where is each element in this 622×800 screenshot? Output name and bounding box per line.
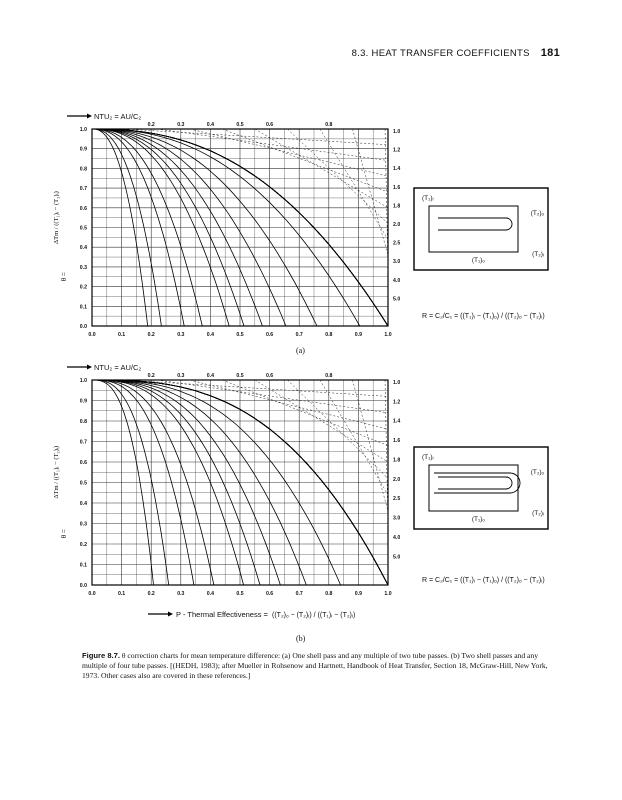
chart-b-r-tick: 1.4 (393, 418, 401, 425)
chart-b-diagram-tube (438, 477, 512, 489)
chart-a-r-tick: 1.0 (393, 129, 401, 135)
chart-a-x-tick: 1.0 (384, 332, 392, 338)
chart-a-y-label: θ = (60, 272, 68, 282)
chart-b-x-tick: 1.0 (384, 591, 392, 597)
chart-a-r-tick: 1.2 (393, 147, 401, 154)
chart-a-y-tick: 1.0 (79, 127, 87, 133)
caption-label: Figure 8.7. (82, 651, 120, 660)
chart-b-ntu-line (352, 380, 388, 511)
chart-a-top-tick: 0.5 (236, 122, 244, 128)
chart-b-y-tick: 0.0 (79, 583, 87, 589)
chart-a-top-tick: 0.3 (177, 122, 185, 128)
chart-b-x-tick: 0.4 (206, 591, 215, 597)
chart-b-x-tick: 0.5 (236, 591, 244, 597)
chart-b-top-tick: 0.3 (177, 373, 185, 379)
chart-b-y-tick: 0.9 (79, 398, 87, 405)
chart-b-r-tick: 5.0 (393, 554, 401, 561)
chart-a-ntu-line (287, 129, 388, 224)
chart-a-ntu-line (320, 129, 388, 239)
chart-b-r-tick: 1.8 (393, 457, 401, 464)
chart-a-y-tick: 0.1 (79, 304, 87, 311)
chart-b-y-tick: 1.0 (79, 378, 87, 384)
chart-a-ntu-line (352, 129, 388, 255)
chart-a-r-tick: 1.6 (393, 184, 401, 191)
chart-a-ntu-line (157, 129, 388, 161)
chart-a-x-tick: 0.8 (325, 332, 333, 338)
chart-a-x-tick: 0.0 (88, 332, 96, 338)
chart-b-y-tick: 0.5 (79, 480, 87, 487)
chart-a-y-tick: 0.4 (79, 245, 87, 252)
chart-a-top-tick: 0.2 (147, 122, 155, 128)
chart-a-plot (67, 114, 548, 327)
chart-a-x-tick: 0.2 (147, 332, 155, 338)
chart-b-top-tick: 0.6 (265, 373, 274, 379)
chart-a-top-tick: 0.8 (325, 122, 333, 128)
chart-b-y-tick: 0.6 (79, 460, 87, 466)
chart-a-diagram-label-t1i: (T₁)ᵢ (422, 195, 434, 202)
chart-b-y-label: θ = (60, 529, 68, 539)
chart-a-y-tick: 0.9 (79, 146, 87, 153)
chart-b-r-tick: 1.0 (393, 380, 401, 386)
chart-b-ntu-arrowhead (87, 365, 92, 370)
caption-text: θ correction charts for mean temperature difference: (a) One shell pass and any multiple of two tube passes. (b) Two shell passes and any multiple of four tube passes. [(HEDH, 1983); after Mueller in Rohsenow and Hartnett, Handbook of Heat Transfer, Section 18, McGraw-Hill, New York, 1973. Other cases also are covered in these references.] (82, 651, 548, 680)
chart-b-diagram-label-t1o: (T₁)ₒ (471, 516, 485, 523)
chart-a-x-tick: 0.9 (354, 332, 363, 338)
chart-b-y-tick: 0.3 (79, 521, 87, 528)
chart-b-diagram-tube-2 (434, 473, 520, 493)
chart-a-y-tick: 0.3 (79, 264, 87, 271)
chart-a-r-tick: 3.0 (393, 259, 401, 266)
chart-b-r-tick: 1.2 (393, 399, 401, 406)
chart-b-x-formula: ((T₂)ₒ − (T₂)ᵢ) / ((T₁)ᵢ − (T₂)ᵢ) (272, 612, 356, 619)
chart-b-x-tick: 0.3 (177, 591, 185, 597)
chart-b-ntu-line (287, 380, 388, 478)
chart-b-x-label: P - Thermal Effectiveness = (176, 610, 268, 619)
chart-b-ntu-line (157, 380, 388, 413)
chart-b-ntu-line (320, 380, 388, 495)
chart-a-x-tick: 0.3 (177, 332, 185, 338)
chart-a-y-tick: 0.7 (79, 186, 87, 193)
chart-b-plot (67, 365, 548, 586)
chart-b-ntu-label: NTU₂ = AU/C₂ (94, 363, 142, 372)
chart-b-x-tick: 0.7 (295, 591, 303, 597)
chart-a-x-tick: 0.5 (236, 332, 244, 338)
chart-b-x-tick: 0.1 (117, 591, 126, 597)
chart-a-y-label-formula: ΔTm / ((T₁)ᵢ − (T₂)ᵢ) (53, 191, 60, 245)
chart-b-y-tick: 0.7 (79, 439, 87, 446)
chart-a-x-tick: 0.6 (265, 332, 274, 338)
chart-a-y-tick: 0.5 (79, 225, 87, 232)
chart-b-x-tick: 0.2 (147, 591, 155, 597)
chart-a-diagram-tube (438, 218, 512, 230)
chart-b-x-tick: 0.6 (265, 591, 274, 597)
chart-a-x-tick: 0.1 (117, 332, 126, 338)
chart-a-sublabel: (a) (296, 346, 305, 355)
chart-b-r-tick: 4.0 (393, 534, 401, 541)
figure-caption (82, 651, 552, 681)
chart-b-r-tick: 2.0 (393, 476, 401, 483)
chart-a-r-tick: 2.0 (393, 222, 401, 229)
chart-a-diagram-label-t2o: (T₂)ₒ (530, 210, 544, 217)
chart-b-y-tick: 0.2 (79, 542, 87, 548)
chart-a-diagram-shell (429, 206, 518, 252)
chart-a-diagram-label-t2i: (T₂)ᵢ (532, 251, 544, 258)
chart-b-y-tick: 0.4 (79, 501, 87, 507)
chart-b-sublabel: (b) (296, 634, 306, 643)
chart-a-r-tick: 1.8 (393, 203, 401, 210)
chart-a-top-tick: 0.4 (206, 122, 215, 128)
chart-b-top-tick: 0.5 (236, 373, 244, 379)
chart-a-r-tick: 2.5 (393, 240, 401, 247)
chart-a-x-tick: 0.7 (295, 332, 303, 338)
chart-b-top-tick: 0.8 (325, 373, 333, 379)
chart-b-y-tick: 0.1 (79, 562, 87, 569)
chart-a-diagram-label-t1o: (T₁)ₒ (471, 257, 485, 264)
chart-a-top-tick: 0.6 (265, 122, 274, 128)
chart-b-top-tick: 0.2 (147, 373, 155, 379)
chart-b-diagram-label-t2o: (T₂)ₒ (530, 469, 544, 476)
chart-b-top-tick: 0.4 (206, 373, 215, 379)
chart-a-y-tick: 0.0 (79, 324, 87, 330)
chart-a-ntu-arrowhead (87, 114, 92, 119)
chart-b-r-tick: 1.6 (393, 438, 401, 445)
chart-a-ntu-label: NTU₂ = AU/C₂ (94, 112, 142, 121)
chart-b-x-tick: 0.8 (325, 591, 333, 597)
chart-a-r-tick: 5.0 (393, 296, 401, 303)
chart-b-x-arrowhead (168, 612, 173, 617)
chart-b-r-tick: 3.0 (393, 515, 401, 522)
chart-b-ntu-line (222, 380, 388, 446)
chart-b-y-label-formula: ΔTm / ((T₁)ᵢ − (T₂)ᵢ) (53, 445, 60, 499)
chart-a-r-tick: 1.4 (393, 166, 401, 173)
chart-a-y-tick: 0.6 (79, 205, 87, 212)
page-number: 181 (540, 47, 560, 59)
chart-b-x-tick: 0.0 (88, 591, 96, 597)
chart-a-y-tick: 0.8 (79, 166, 87, 173)
chart-a-r-tick: 4.0 (393, 277, 401, 284)
chart-b-y-tick: 0.8 (79, 419, 87, 425)
chart-b-r-tick: 2.5 (393, 496, 401, 503)
chart-b-r-formula: R = C₂/C₁ = ((T₁)ᵢ − (T₁)ₒ) / ((T₂)ₒ − (T₂)ᵢ) (422, 577, 545, 584)
section-title: 8.3. HEAT TRANSFER COEFFICIENTS (351, 48, 530, 59)
chart-b-diagram-label-t2i: (T₂)ᵢ (532, 510, 544, 517)
chart-b-diagram-shell (429, 465, 518, 511)
chart-a-r-formula: R = C₂/C₁ = ((T₁)ᵢ − (T₁)ₒ) / ((T₂)ₒ − (T₂)ᵢ) (422, 313, 545, 320)
chart-b-x-tick: 0.9 (354, 591, 363, 597)
chart-a-x-tick: 0.4 (206, 332, 215, 338)
chart-a-y-tick: 0.2 (79, 284, 87, 291)
chart-b-diagram-label-t1i: (T₁)ᵢ (422, 454, 434, 461)
